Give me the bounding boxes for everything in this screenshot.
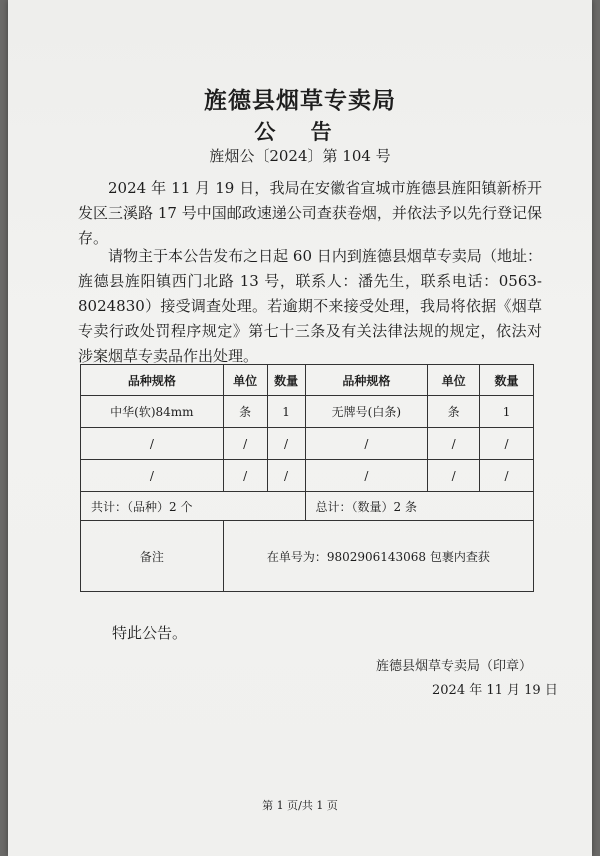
issuing-organization: 旌德县烟草专卖局（印章）: [376, 659, 533, 674]
issue-date: 2024 年 11 月 19 日: [432, 683, 558, 698]
table-cell: /: [267, 428, 305, 460]
table-cell: /: [305, 428, 428, 460]
remark-row: [81, 521, 534, 592]
total-varieties: 共计：（品种）2 个: [81, 492, 306, 521]
table-cell: /: [480, 460, 534, 492]
table-cell: 条: [428, 396, 480, 428]
table-cell: /: [428, 428, 480, 460]
document-title: 旌德县烟草专卖局: [204, 88, 396, 114]
closing-text: 特此公告。: [112, 624, 188, 642]
table-cell: /: [223, 428, 267, 460]
totals-row: [81, 492, 534, 521]
header-cell: 单位: [428, 365, 480, 396]
header-cell: 数量: [480, 365, 534, 396]
table-cell: 无牌号(白条): [305, 396, 428, 428]
table-row: [81, 396, 534, 428]
table-cell: /: [267, 460, 305, 492]
table-cell: 中华(软)84mm: [81, 396, 224, 428]
table-cell: /: [223, 460, 267, 492]
paragraph-notice: 请物主于本公告发布之日起 60 日内到旌德县烟草专卖局（地址：旌德县旌阳镇西门北路 13 号，联系人：潘先生，联系电话：0563-8024830）接受调查处理。若逾期不来接受处理，我局将依据《烟草专卖行政处罚程序规定》第七十三条及有关法律法规的规定，依法对涉案烟草专卖品作出处理。: [78, 247, 542, 365]
table-cell: /: [428, 460, 480, 492]
table-cell: /: [480, 428, 534, 460]
header-cell: 单位: [223, 365, 267, 396]
table-header-row: [81, 365, 534, 396]
table-row: [81, 460, 534, 492]
seizure-table: [80, 364, 534, 592]
header-cell: 数量: [267, 365, 305, 396]
remark-label: 备注: [81, 521, 224, 592]
table-cell: 条: [223, 396, 267, 428]
table-row: [81, 428, 534, 460]
header-cell: 品种规格: [305, 365, 428, 396]
table-cell: 1: [267, 396, 305, 428]
table-cell: /: [81, 428, 224, 460]
table-cell: 1: [480, 396, 534, 428]
page-footer: 第 1 页/共 1 页: [262, 799, 338, 812]
header-cell: 品种规格: [81, 365, 224, 396]
document-page: [8, 0, 592, 856]
table-cell: /: [81, 460, 224, 492]
remark-text: 在单号为：9802906143068 包裹内查获: [223, 521, 533, 592]
document-number: 旌烟公〔2024〕第 104 号: [209, 147, 391, 165]
paragraph-seizure: 2024 年 11 月 19 日，我局在安徽省宣城市旌德县旌阳镇新桥开发区三溪路 17 号中国邮政速递公司查获卷烟，并依法予以先行登记保存。: [78, 179, 542, 247]
table-cell: /: [305, 460, 428, 492]
document-subtitle: 公 告: [254, 120, 346, 144]
total-quantity: 总计：（数量）2 条: [305, 492, 533, 521]
